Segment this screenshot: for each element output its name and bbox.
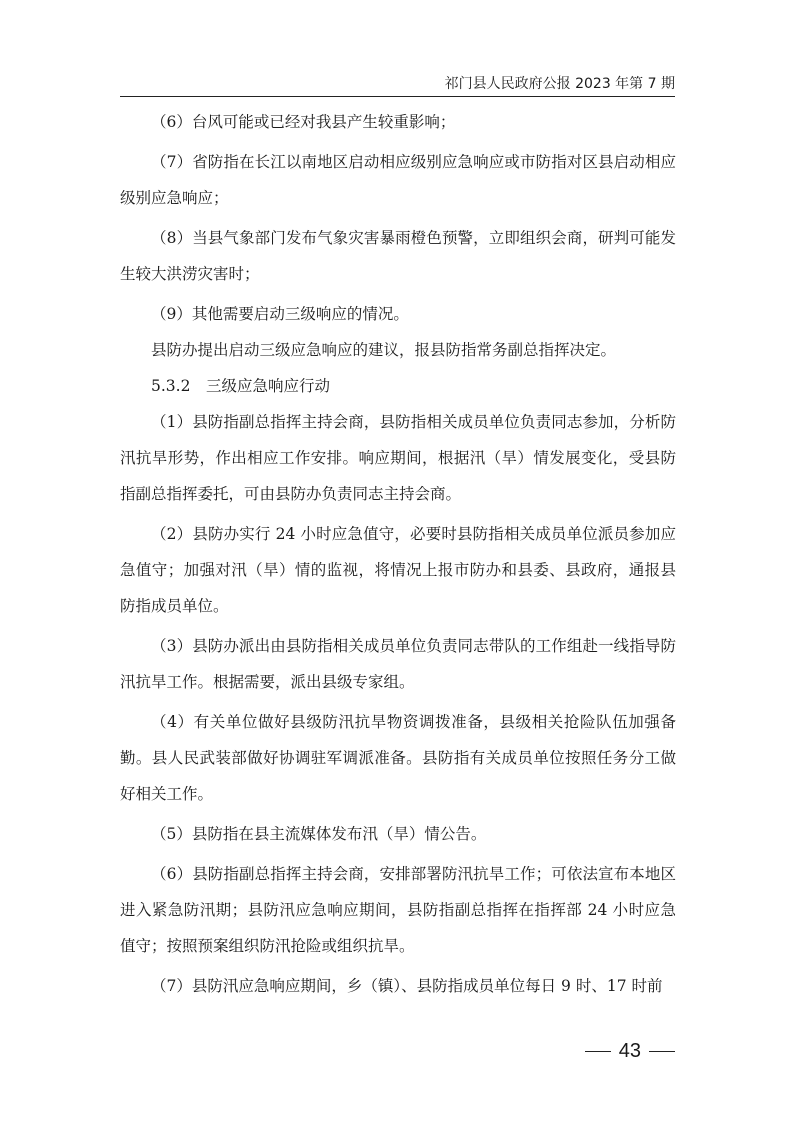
action-item-1: （1）县防指副总指挥主持会商，县防指相关成员单位负责同志参加，分析防汛抗旱形势，作出相应工作安排。响应期间，根据汛（旱）情发展变化，受县防指副总指挥委托，可由县防办负责同志主持会商。 [120,413,676,503]
section-heading-5-3-2: 5.3.2 三级应急响应行动 [151,377,330,395]
footer-dash-left [585,1051,611,1053]
action-item-2: （2）县防办实行 24 小时应急值守，必要时县防指相关成员单位派员参加应急值守；加强对汛（旱）情的监视，将情况上报市防办和县委、县政府，通报县防指成员单位。 [120,525,676,615]
header-title: 祁门县人民政府公报 2023 年第 7 期 [444,76,675,92]
action-item-4: （4）有关单位做好县级防汛抗旱物资调拨准备，县级相关抢险队伍加强备勤。县人民武装部做好协调驻军调派准备。县防指有关成员单位按照任务分工做好相关工作。 [120,713,676,803]
paragraph-item-9: （9）其他需要启动三级响应的情况。 [151,305,409,323]
action-item-3: （3）县防办派出由县防指相关成员单位负责同志带队的工作组赴一线指导防汛抗旱工作。根据需要，派出县级专家组。 [120,637,676,691]
paragraph-item-8: （8）当县气象部门发布气象灾害暴雨橙色预警，立即组织会商，研判可能发生较大洪涝灾害时； [120,229,676,283]
paragraph-item-6: （6）台风可能或已经对我县产生较重影响； [151,113,456,131]
page-header [120,74,675,97]
action-item-7: （7）县防汛应急响应期间，乡（镇）、县防指成员单位每日 9 时、17 时前 [151,977,663,995]
footer-dash-right [649,1051,675,1053]
document-body [120,104,676,1004]
action-item-5: （5）县防指在县主流媒体发布汛（旱）情公告。 [151,825,487,843]
page-footer [585,1040,675,1063]
action-item-6: （6）县防指副总指挥主持会商，安排部署防汛抗旱工作；可依法宣布本地区进入紧急防汛期；县防汛应急响应期间，县防指副总指挥在指挥部 24 小时应急值守；按照预案组织防汛抢险或组织抗旱。 [120,865,676,955]
paragraph-proposal: 县防办提出启动三级应急响应的建议，报县防指常务副总指挥决定。 [151,341,617,359]
paragraph-item-7: （7）省防指在长江以南地区启动相应级别应急响应或市防指对区县启动相应级别应急响应； [120,153,676,207]
page-number: 43 [618,1040,641,1062]
